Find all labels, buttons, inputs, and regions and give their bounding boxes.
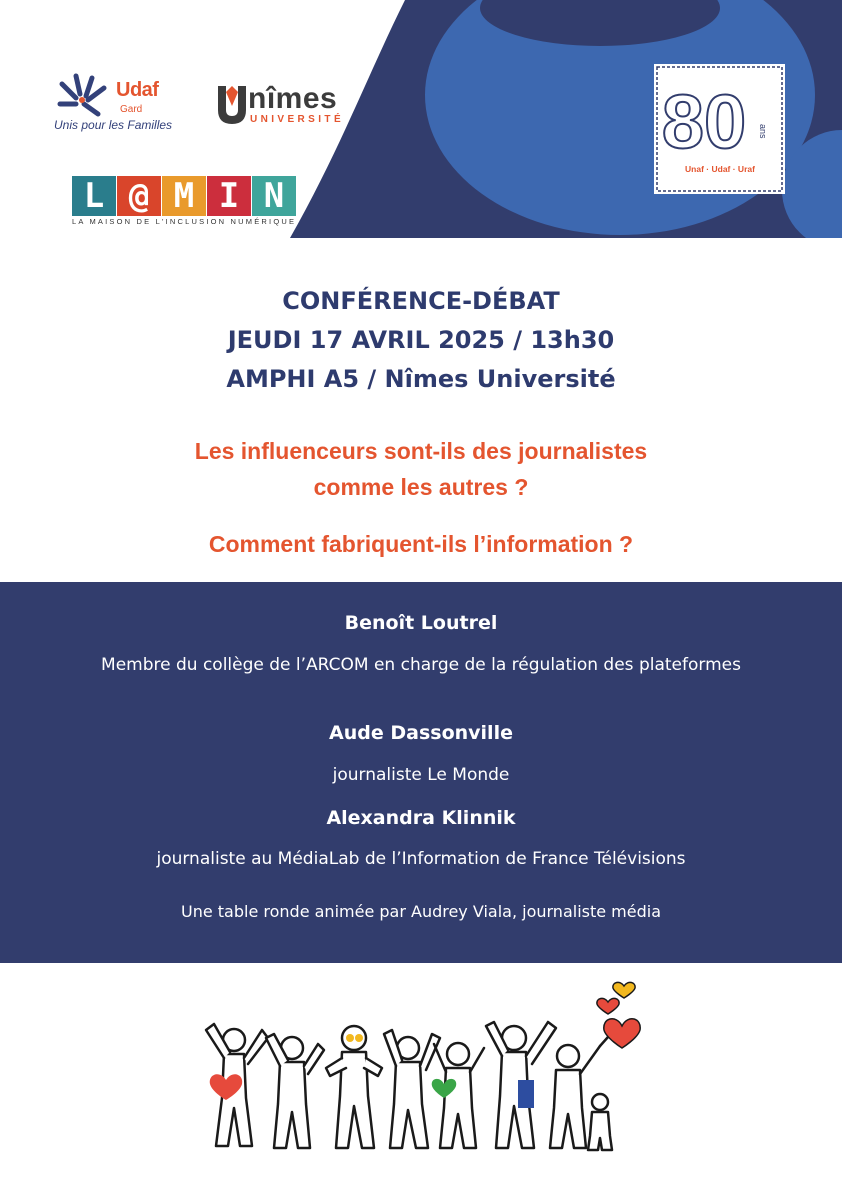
question-1-line-1: Les influenceurs sont-ils des journalistes (194, 438, 648, 464)
event-place: AMPHI A5 / Nîmes Université (226, 365, 616, 393)
nimes-subtitle: UNIVERSITÉ (250, 114, 345, 125)
question-2: Comment fabriquent-ils l’information ? (208, 531, 634, 557)
udaf-subtitle: Gard (120, 104, 143, 115)
speaker-role: journaliste au MédiaLab de l’Information de France Télévisions (156, 849, 686, 869)
blue-shirt (518, 1080, 534, 1108)
stamp-border (654, 64, 785, 194)
speaker-name: Alexandra Klinnik (326, 807, 516, 829)
udaf-tagline: Unis pour les Familles (54, 118, 173, 132)
lamin-letter: @ (117, 176, 161, 216)
nimes-name: nîmes (248, 82, 338, 115)
speaker-role: journaliste Le Monde (332, 765, 510, 785)
stamp-footer: Unaf · Udaf · Uraf (685, 164, 755, 174)
udaf-name: Udaf (116, 79, 159, 101)
lamin-letter: I (207, 176, 251, 216)
yellow-goggles (346, 1034, 354, 1042)
speaker-role: Membre du collège de l’ARCOM en charge de la régulation des plateformes (101, 655, 741, 675)
udaf-arrows-icon (54, 70, 112, 118)
event-type: CONFÉRENCE-DÉBAT (282, 287, 560, 315)
dancer-figure (266, 1034, 324, 1148)
dancer-figure (384, 1030, 440, 1148)
moderator-line: Une table ronde animée par Audrey Viala, journaliste média (180, 902, 662, 921)
nimes-u-icon (216, 84, 248, 128)
speaker-name: Benoît Loutrel (344, 612, 498, 634)
stamp-number: 80 (661, 80, 747, 165)
lamin-letter: M (162, 176, 206, 216)
yellow-goggles (355, 1034, 363, 1042)
heart-balloon-icon (597, 998, 619, 1014)
lamin-letter: L (72, 176, 116, 216)
heart-balloon-icon (604, 1019, 640, 1048)
child-figure (588, 1094, 612, 1150)
heart-balloon-icon (613, 982, 635, 998)
stamp-ans: ans (758, 124, 768, 139)
lamin-logo (72, 176, 297, 216)
lamin-tagline: LA MAISON DE L'INCLUSION NUMÉRIQUE (72, 217, 297, 226)
dancing-people-illustration (196, 968, 646, 1158)
dancer-figure (326, 1026, 382, 1148)
question-1-line-2: comme les autres ? (313, 474, 529, 500)
speaker-name: Aude Dassonville (329, 722, 513, 744)
event-date: JEUDI 17 AVRIL 2025 / 13h30 (227, 326, 615, 354)
lamin-letter: N (252, 176, 296, 216)
